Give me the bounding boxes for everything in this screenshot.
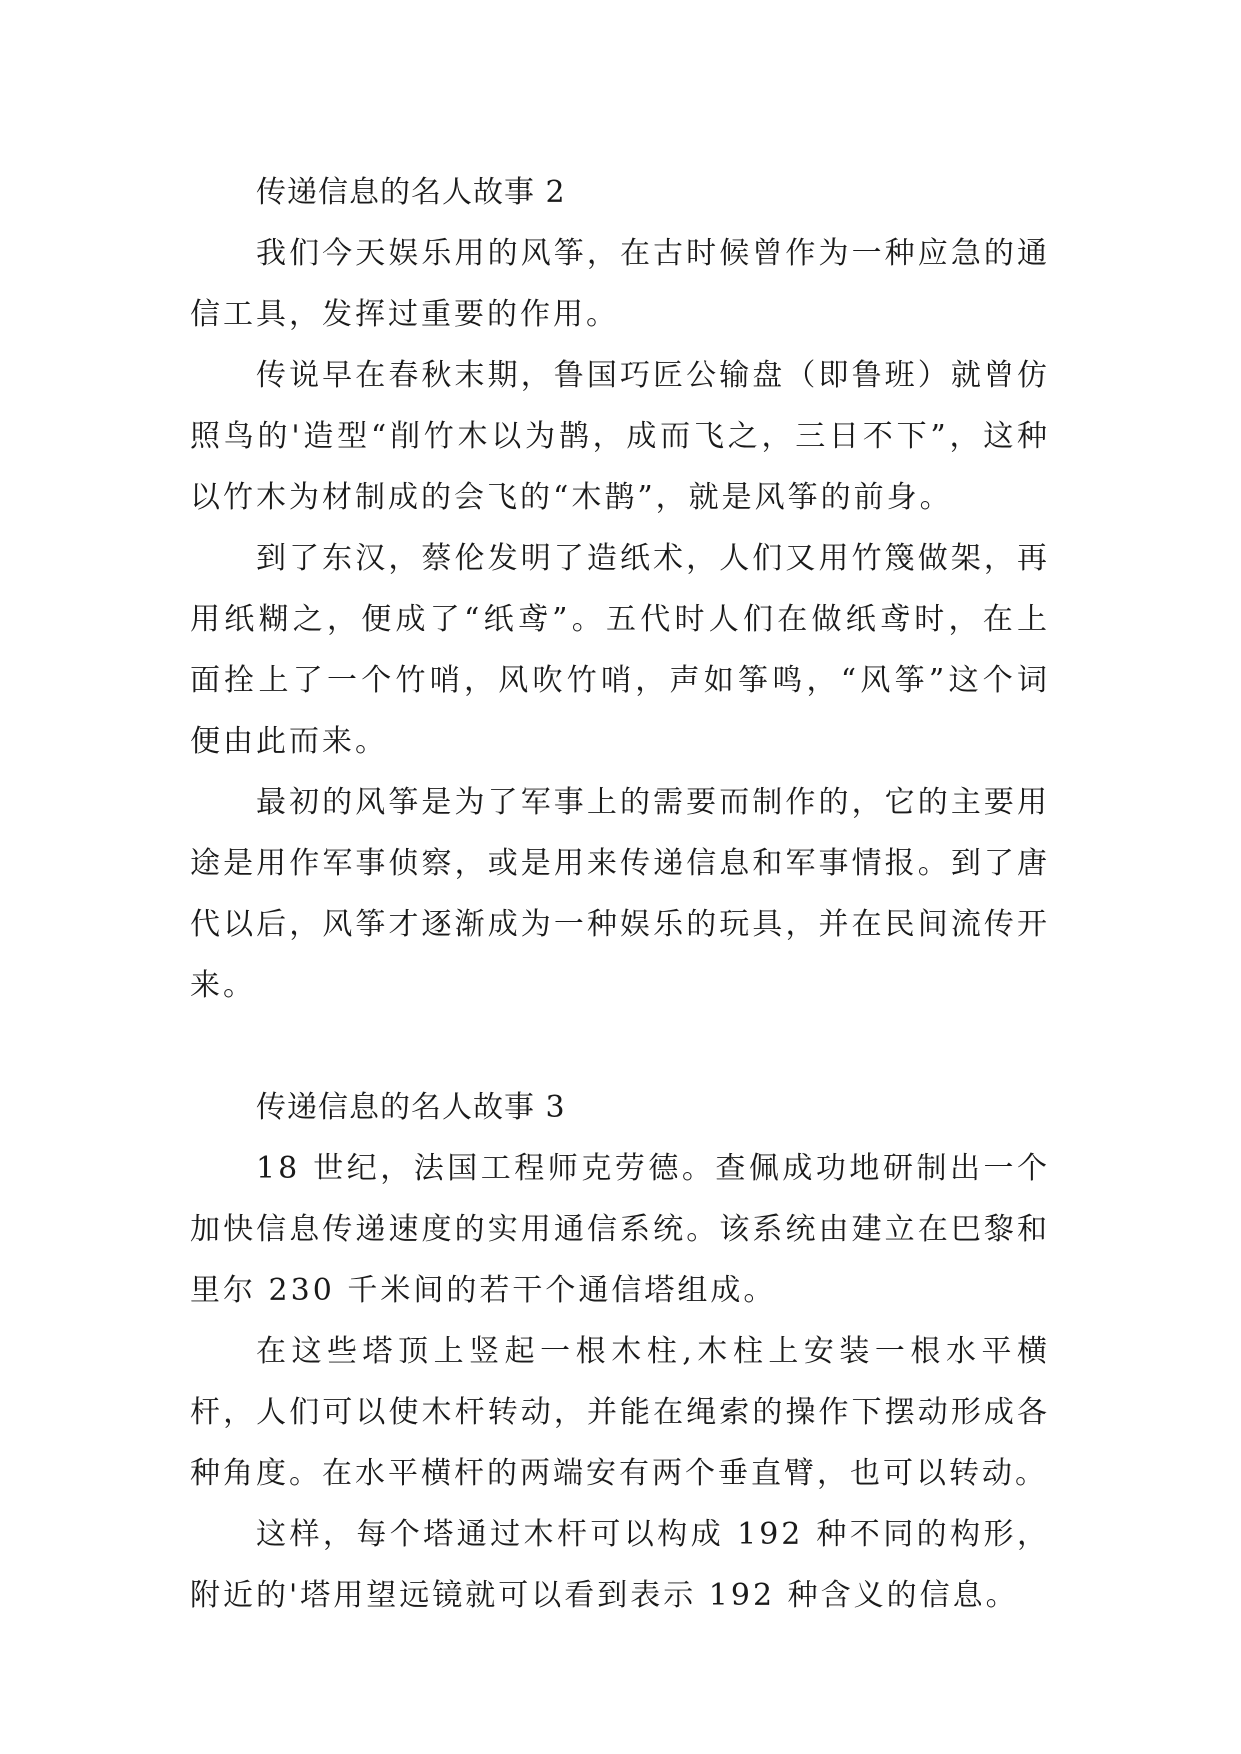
paragraph: 在这些塔顶上竖起一根木柱,木柱上安装一根水平横杆，人们可以使木杆转动，并能在绳索的操作下摆动形成各种角度。在水平横杆的两端安有两个垂直臂，也可以转动。 bbox=[190, 1334, 1050, 1491]
section-story-2 bbox=[190, 162, 1050, 1016]
section-title: 传递信息的名人故事 3 bbox=[256, 1090, 566, 1125]
paragraph: 我们今天娱乐用的风筝，在古时候曾作为一种应急的通信工具，发挥过重要的作用。 bbox=[190, 236, 1050, 332]
paragraph: 这样，每个塔通过木杆可以构成 192 种不同的构形，附近的'塔用望远镜就可以看到表示 192 种含义的信息。 bbox=[190, 1517, 1050, 1613]
document-body bbox=[190, 162, 1050, 1626]
paragraph: 18 世纪，法国工程师克劳德。查佩成功地研制出一个加快信息传递速度的实用通信系统。该系统由建立在巴黎和里尔 230 千米间的若干个通信塔组成。 bbox=[190, 1151, 1050, 1308]
section-spacer bbox=[190, 1016, 1050, 1077]
paragraph: 传说早在春秋末期，鲁国巧匠公输盘（即鲁班）就曾仿照鸟的'造型“削竹木以为鹊，成而飞之，三日不下”，这种以竹木为材制成的会飞的“木鹊”，就是风筝的前身。 bbox=[190, 358, 1050, 515]
paragraph: 到了东汉，蔡伦发明了造纸术，人们又用竹篾做架，再用纸糊之，便成了“纸鸢”。五代时人们在做纸鸢时，在上面拴上了一个竹哨，风吹竹哨，声如筝鸣，“风筝”这个词便由此而来。 bbox=[190, 541, 1050, 759]
paragraph: 最初的风筝是为了军事上的需要而制作的，它的主要用途是用作军事侦察，或是用来传递信息和军事情报。到了唐代以后，风筝才逐渐成为一种娱乐的玩具，并在民间流传开来。 bbox=[190, 785, 1050, 1003]
section-title: 传递信息的名人故事 2 bbox=[256, 175, 566, 210]
section-story-3 bbox=[190, 1077, 1050, 1626]
